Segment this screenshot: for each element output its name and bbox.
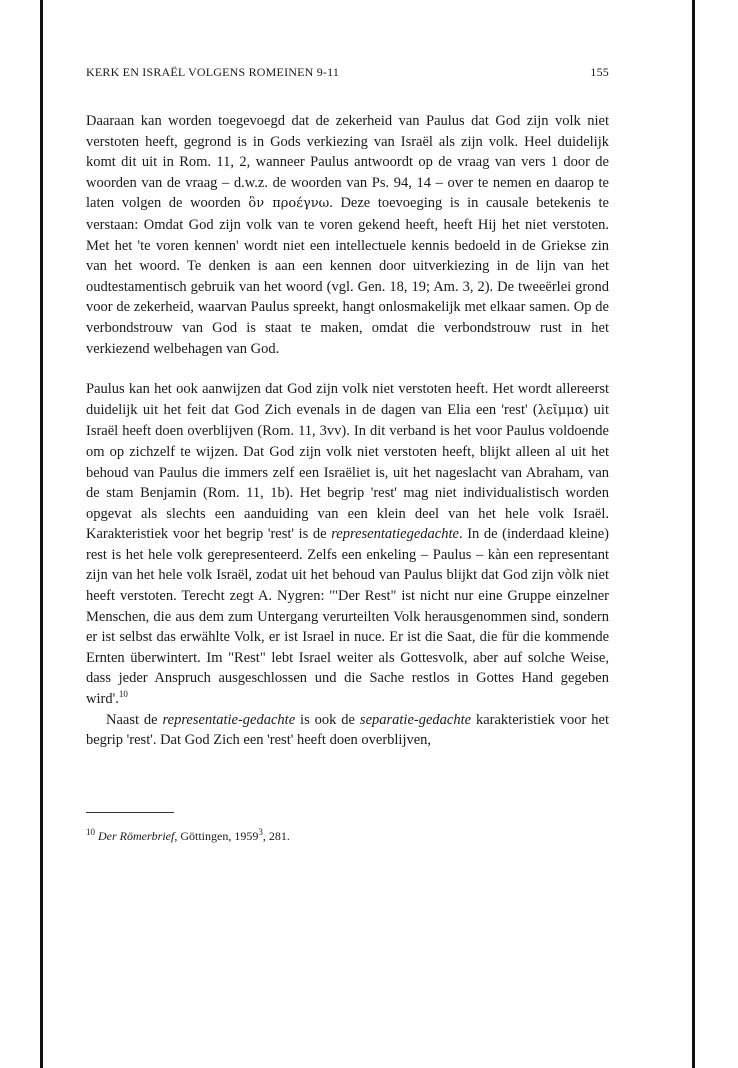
paragraph-2-text-c: . In de (inderdaad kleine) rest is het hele volk gerepresenteerd. Zelfs een enkeling – Paulus – kàn een representant zijn van het hele volk Israël, zodat uit het behoud van Paulus blijkt dat God zijn vòlk niet heeft verstoten. Terecht zegt A. Nygren: '"Der Rest" ist nicht nur eine Gruppe einzelner Menschen, die aus dem zum Untergang verurteilten Volk herausgenommen sind, sondern er ist selbst das erwählte Volk, er ist Israel in nuce. Er ist die Saat, die für die kommende Ernten überwintert. Im "Rest" lebt Israel weiter als Gottesvolk, aber auf solche Weise, dass jeder Anspruch ausgeschlossen und die Sache restlos in Gottes Hand gegeben wird'. xyxy=(86,526,610,708)
paragraph-3-text-b: is ook de xyxy=(295,711,360,728)
scan-border-left xyxy=(40,0,43,1068)
footnote-reference[interactable]: 10 xyxy=(118,689,128,700)
paragraph-2-text-a: Paulus kan het ook aanwijzen dat God zijn volk niet verstoten heeft. Het wordt allereerst duidelijk uit het feit dat God Zich evenals in de dagen van Elia een 'rest' ( xyxy=(86,381,609,418)
footnote xyxy=(86,828,609,844)
page-number: 155 xyxy=(590,65,609,79)
running-header xyxy=(86,60,609,80)
footnote-divider xyxy=(86,812,174,813)
book-page xyxy=(86,60,609,844)
paragraph-2 xyxy=(86,379,609,710)
paragraph-1-text-a: Daaraan kan worden toegevoegd dat de zekerheid van Paulus dat God zijn volk niet verstoten heeft, gegrond is in Gods verkiezing van Israël als zijn volk. Heel duidelijk komt dit uit in Rom. 11, 2, wanneer Paulus antwoordt op de vraag van vers 1 door de woorden van de vraag – d.w.z. de woorden van Ps. 94, 14 – over te nemen en daarop te laten volgen de woorden xyxy=(86,113,609,212)
greek-word: λεῖμμα xyxy=(537,402,584,418)
paragraph-2-text-b: ) uit Israël heeft doen overblijven (Rom. 11, 3vv). In dit verband is het voor Paulus voldoende om op zichzelf te wijzen. Dat God zijn volk niet verstoten heeft, blijkt alleen al uit het behoud van Paulus die immers zelf een Israëliet is, uit het nageslacht van Abraham, van de stam Benjamin (Rom. 11, 1b). Het begrip 'rest' mag niet individualistisch worden opgevat als slechts een aanduiding van een klein deel van het hele volk Israël. Karakteristiek voor het begrip 'rest' is de xyxy=(86,401,609,543)
paragraph-3 xyxy=(86,710,609,751)
paragraph-3-text-c: karakteristiek voor het begrip 'rest'. Dat God Zich een 'rest' heeft doen overblijven, xyxy=(86,711,610,749)
footnote-number: 10 xyxy=(86,826,95,837)
paragraph-1 xyxy=(86,111,609,359)
emphasis-term-1: representatie-gedachte xyxy=(162,711,296,728)
paragraph-1-text-b: . Deze toevoeging is in causale betekenis te verstaan: Omdat God zijn volk van te voren gekend heeft, heeft Hij het niet verstoten. Met het 'te voren kennen' wordt niet een intellectuele kennis bedoeld in de Griekse zin van het woord. Te denken is aan een kennen door uitverkiezing in de lijn van het oudtestamentisch gebruik van het woord (vgl. Gen. 18, 19; Am. 3, 2). De tweeërlei grond voor de zekerheid, waarvan Paulus spreekt, hangt onlosmakelijk met elkaar samen. Op de verbondstrouw van God is staat te maken, omdat die verbondstrouw rust in het verkiezend welbehagen van God. xyxy=(86,195,609,357)
footnote-edition: 3 xyxy=(258,826,263,837)
emphasis-term-2: separatie-gedachte xyxy=(359,711,472,728)
greek-phrase: ὃν προέγνω xyxy=(248,196,330,212)
paragraph-3-text-a: Naast de xyxy=(106,711,163,728)
footnote-text: , Göttingen, 1959 xyxy=(174,828,259,843)
emphasis-term: representatiegedachte xyxy=(331,526,459,543)
footnote-tail: , 281. xyxy=(262,828,290,843)
scan-border-right xyxy=(692,0,695,1068)
running-title: KERK EN ISRAËL VOLGENS ROMEINEN 9-11 xyxy=(86,65,340,79)
footnote-title: Der Römerbrief xyxy=(98,828,175,843)
